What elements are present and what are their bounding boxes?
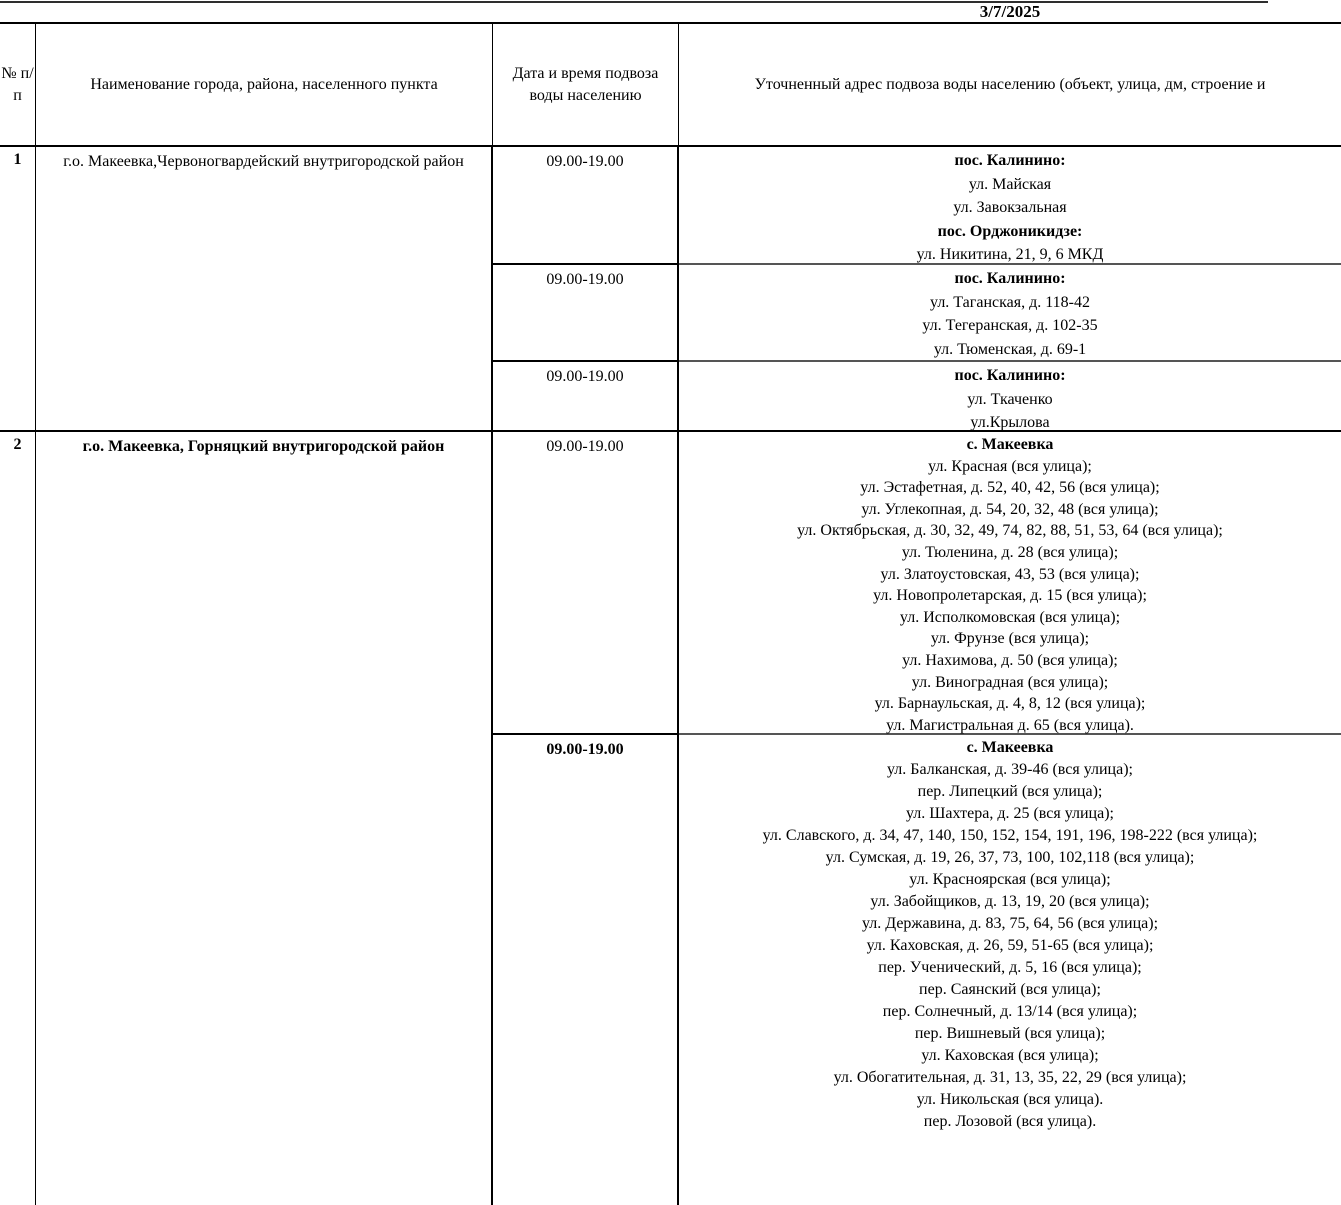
address-line: с. Макеевка <box>966 739 1054 756</box>
address-line: ул. Фрунзе (вся улица); <box>930 630 1090 648</box>
address-line: ул. Магистральная д. 65 (вся улица). <box>886 716 1134 734</box>
address-line: ул. Завокзальная <box>953 199 1067 216</box>
address-line: пер. Липецкий (вся улица); <box>917 783 1103 800</box>
address-line: ул. Красная (вся улица); <box>928 457 1092 475</box>
address-line: ул. Виноградная (вся улица); <box>911 673 1109 691</box>
address-line: ул. Эстафетная, д. 52, 40, 42, 56 (вся улица); <box>860 479 1160 497</box>
row-locality-name: г.о. Макеевка,Червоногвардейский внутригородской район <box>36 147 493 432</box>
address-line: ул. Ткаченко <box>967 390 1053 408</box>
delivery-time: 09.00-19.00 <box>493 362 679 432</box>
water-delivery-table <box>0 22 1341 1205</box>
address-line: ул. Забойщиков, д. 13, 19, 20 (вся улица); <box>870 893 1150 910</box>
address-line: ул. Шахтера, д. 25 (вся улица); <box>906 805 1114 822</box>
address-line: пер. Вишневый (вся улица); <box>914 1025 1106 1042</box>
address-list <box>679 735 1341 1205</box>
address-line: ул. Златоустовская, 43, 53 (вся улица); <box>880 565 1140 583</box>
row-number: 2 <box>0 432 36 1205</box>
report-date: 3/7/2025 <box>979 2 1041 21</box>
address-line: ул. Каховская (вся улица); <box>921 1047 1099 1064</box>
address-line: с. Макеевка <box>966 436 1054 453</box>
address-line: ул. Новопролетарская, д. 15 (вся улица); <box>873 587 1147 605</box>
row-locality-name: г.о. Макеевка, Горняцкий внутригородской район <box>36 432 493 1205</box>
delivery-time: 09.00-19.00 <box>493 265 679 362</box>
header-number-column: № п/​п <box>0 24 36 147</box>
address-list <box>679 265 1341 362</box>
address-line: пос. Калинино: <box>954 152 1066 169</box>
address-list <box>679 432 1341 735</box>
address-line: ул. Обогатительная, д. 31, 13, 35, 22, 29 (вся улица); <box>833 1069 1187 1086</box>
address-line: ул. Нахимова, д. 50 (вся улица); <box>902 651 1118 669</box>
delivery-time: 09.00-19.00 <box>493 735 679 1205</box>
address-line: ул. Тюменская, д. 69-1 <box>933 340 1087 358</box>
address-line: ул. Таганская, д. 118-42 <box>930 293 1090 311</box>
header-locality-column: Наименование города, района, населенного пункта <box>36 24 493 147</box>
address-line: ул. Каховская, д. 26, 59, 51-65 (вся улица); <box>866 937 1154 954</box>
address-line: ул. Сумская, д. 19, 26, 37, 73, 100, 102,118 (вся улица); <box>825 849 1195 866</box>
header-time-column: Дата и время подвоза воды населению <box>493 24 679 147</box>
address-line: ул. Державина, д. 83, 75, 64, 56 (вся улица); <box>861 915 1159 932</box>
address-line: ул. Никольская (вся улица). <box>916 1091 1104 1108</box>
address-line: ул. Тегеранская, д. 102-35 <box>922 317 1098 334</box>
address-line: ул. Тюленина, д. 28 (вся улица); <box>901 543 1119 561</box>
address-line: ул.Крылова <box>970 414 1050 431</box>
address-line: пер. Солнечный, д. 13/14 (вся улица); <box>882 1003 1138 1020</box>
delivery-time: 09.00-19.00 <box>493 432 679 735</box>
address-line: пос. Калинино: <box>954 367 1066 384</box>
address-line: пер. Ученический, д. 5, 16 (вся улица); <box>878 959 1142 976</box>
delivery-time: 09.00-19.00 <box>493 147 679 265</box>
address-list <box>679 362 1341 432</box>
address-line: пос. Орджоникидзе: <box>937 222 1083 240</box>
address-list <box>679 147 1341 265</box>
address-line: ул. Балканская, д. 39-46 (вся улица); <box>887 761 1133 778</box>
row-number: 1 <box>0 147 36 432</box>
address-line: ул. Красноярская (вся улица); <box>909 871 1111 888</box>
address-line: ул. Никитина, 21, 9, 6 МКД <box>916 246 1104 263</box>
address-line: ул. Майская <box>968 175 1052 193</box>
address-line: пер. Саянский (вся улица); <box>919 981 1101 998</box>
address-line: ул. Славского, д. 34, 47, 140, 150, 152, 154, 191, 196, 198-222 (вся улица); <box>762 827 1258 844</box>
address-line: ул. Углекопная, д. 54, 20, 32, 48 (вся улица); <box>861 500 1159 518</box>
address-line: ул. Барнаульская, д. 4, 8, 12 (вся улица); <box>874 695 1146 713</box>
address-line: ул. Октябрьская, д. 30, 32, 49, 74, 82, 88, 51, 53, 64 (вся улица); <box>797 522 1223 540</box>
address-line: ул. Исполкомовская (вся улица); <box>899 608 1121 626</box>
address-line: пос. Калинино: <box>954 270 1066 287</box>
address-line: пер. Лозовой (вся улица). <box>923 1113 1097 1130</box>
header-address-column: Уточненный адрес подвоза воды населению (объект, улица, дм, строение и <box>679 24 1341 147</box>
